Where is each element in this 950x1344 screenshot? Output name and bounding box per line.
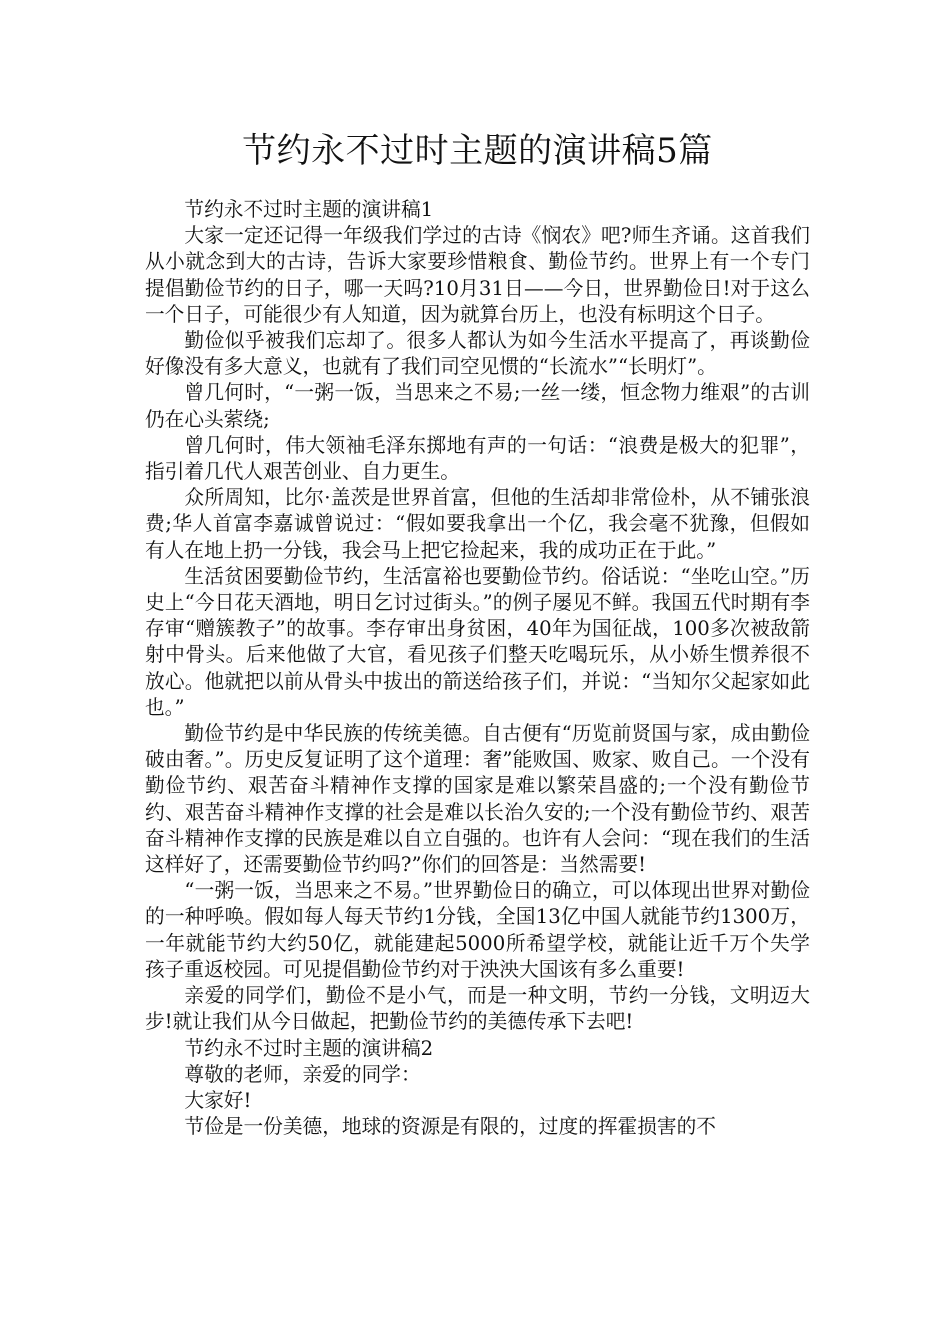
paragraph-2: 大家一定还记得一年级我们学过的古诗《悯农》吧?师生齐诵。这首我们从小就念到大的古诗，告诉大家要珍惜粮食、勤俭节约。世界上有一个专门提倡勤俭节约的日子，哪一天吗?10月31日——今日，世界勤俭日!对于这么一个日子，可能很少有人知道，因为就算台历上，也没有标明这个日子。 [145, 224, 810, 326]
document-title: 节约永不过时主题的演讲稿5篇 [242, 131, 713, 171]
paragraph-10: 亲爱的同学们，勤俭不是小气，而是一种文明，节约一分钱，文明迈大步!就让我们从今日做起，把勤俭节约的美德传承下去吧! [145, 984, 810, 1034]
paragraph-12: 尊敬的老师，亲爱的同学： [184, 1062, 421, 1086]
paragraph-4: 曾几何时，“一粥一饭，当思来之不易;一丝一缕，恒念物力维艰”的古训仍在心头萦绕; [145, 381, 810, 431]
paragraph-13: 大家好! [184, 1088, 252, 1112]
paragraph-7: 生活贫困要勤俭节约，生活富裕也要勤俭节约。俗话说：“坐吃山空。”历史上“今日花天酒地，明日乞讨过街头。”的例子屡见不鲜。我国五代时期有李存审“赠簇教子”的故事。李存审出身贫困，40年为国征战，100多次被敌箭射中骨头。后来他做了大官，看见孩子们整天吃喝玩乐，从小娇生惯养很不放心。他就把以前从骨头中拔出的箭送给孩子们，并说：“当知尔父起家如此也。” [145, 564, 810, 719]
paragraph-14: 节俭是一份美德，地球的资源是有限的，过度的挥霍损害的不 [184, 1115, 716, 1139]
paragraph-9: “一粥一饭，当思来之不易。”世界勤俭日的确立，可以体现出世界对勤俭的一种呼唤。假如每人每天节约1分钱，全国13亿中国人就能节约1300万，一年就能节约大约50亿，就能建起5000所希望学校，就能让近千万个失学孩子重返校园。可见提倡勤俭节约对于泱泱大国该有多么重要! [145, 879, 810, 981]
paragraph-8: 勤俭节约是中华民族的传统美德。自古便有“历览前贤国与家，成由勤俭破由奢。”。历史反复证明了这个道理：奢”能败国、败家、败自己。一个没有勤俭节约、艰苦奋斗精神作支撑的国家是难以繁荣昌盛的;一个没有勤俭节约、艰苦奋斗精神作支撑的社会是难以长治久安的;一个没有勤俭节约、艰苦奋斗精神作支撑的民族是难以自立自强的。也许有人会问：“现在我们的生活这样好了，还需要勤俭节约吗?”你们的回答是：当然需要! [145, 722, 810, 877]
paragraph-11: 节约永不过时主题的演讲稿2 [184, 1036, 434, 1060]
paragraph-6: 众所周知，比尔·盖茨是世界首富，但他的生活却非常俭朴，从不铺张浪费;华人首富李嘉诚曾说过：“假如要我拿出一个亿，我会毫不犹豫，但假如有人在地上扔一分钱，我会马上把它捡起来，我的成功正在于此。” [145, 486, 810, 562]
paragraph-5: 曾几何时，伟大领袖毛泽东掷地有声的一句话：“浪费是极大的犯罪”，指引着几代人艰苦创业、自力更生。 [145, 433, 810, 484]
paragraph-3: 勤俭似乎被我们忘却了。很多人都认为如今生活水平提高了，再谈勤俭好像没有多大意义，也就有了我们司空见惯的“长流水”“长明灯”。 [145, 329, 810, 379]
document-body [145, 197, 810, 1140]
paragraph-1: 节约永不过时主题的演讲稿1 [184, 198, 434, 221]
